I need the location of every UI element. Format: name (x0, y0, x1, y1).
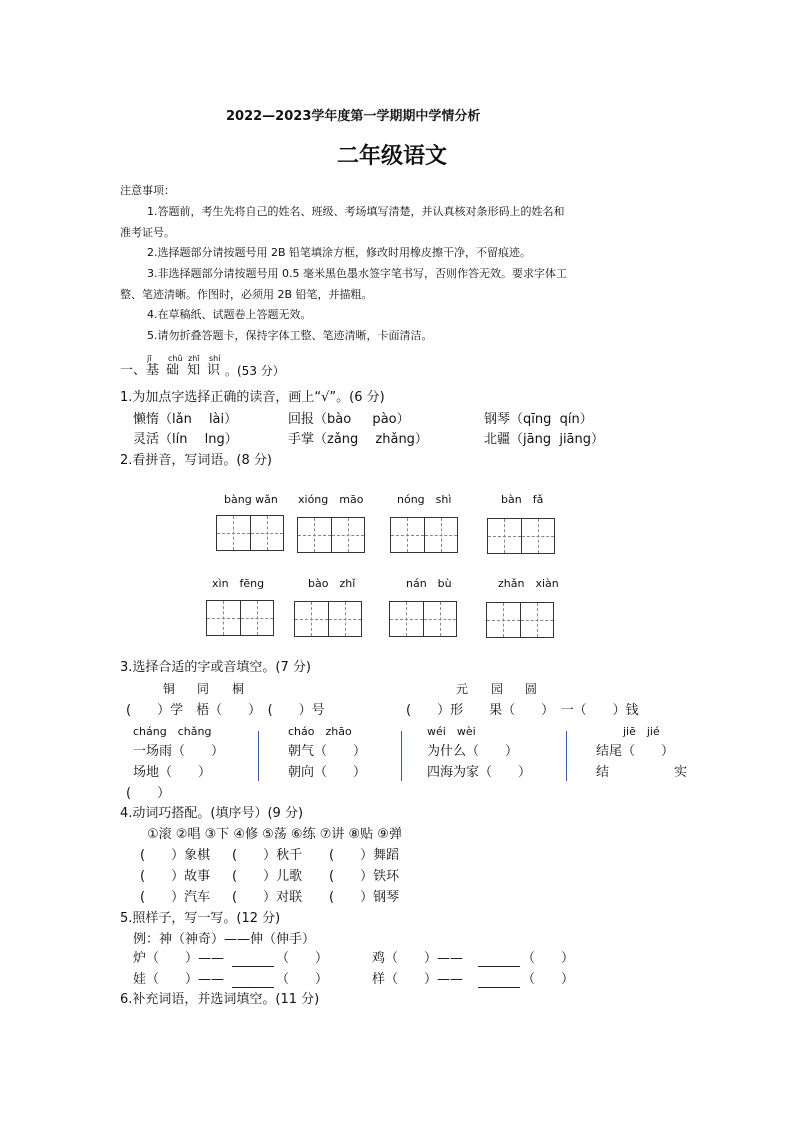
q3-fill-right: ( ）形 果（ ） 一（ ）钱 (406, 703, 639, 718)
notice-line-3: 3.非选择题部分请按题号用 0.5 毫米黑色墨水签字笔书写，否则作答无效。要求字体工 (147, 267, 567, 280)
section1-char-3: 知 (187, 363, 201, 378)
q5-r2-left: 娃（ ）—— (133, 972, 225, 987)
q2-pinyin-7: nán bù (406, 577, 452, 590)
pinyin-zhi: zhī (188, 354, 200, 363)
writing-grid-7[interactable] (389, 601, 457, 637)
q3-fill-left: ( ）学 梧（ ） ( ）号 (126, 703, 325, 718)
q5-r1-right-blank[interactable] (478, 966, 520, 967)
writing-grid-2[interactable] (297, 517, 365, 553)
q1-item-6: 北疆（jāng jiāng） (484, 432, 605, 447)
writing-grid-3[interactable] (390, 517, 458, 553)
q5-r1-left-end: （ ） (276, 951, 329, 966)
q5-example: 例：神（神奇）——伸（伸手） (133, 932, 316, 947)
section1-char-1: 基 (146, 363, 160, 378)
q5-r2-right-blank[interactable] (478, 987, 520, 988)
q2-pinyin-4: bàn fǎ (501, 493, 544, 506)
q3-choice-yuan2: 园 (491, 682, 504, 696)
q3-g3-item2: 四海为家（ ） (427, 765, 532, 780)
q3-group2-pinyin: cháo zhāo (288, 725, 352, 738)
q2-pinyin-1: bàng wǎn (224, 493, 278, 506)
q1-title: 1.为加点字选择正确的读音，画上“√”。(6 分) (120, 390, 385, 405)
notice-line-2: 2.选择题部分请按题号用 2B 铅笔填涂方框，修改时用橡皮擦干净，不留痕迹。 (147, 246, 532, 259)
notice-line-1b: 准考证号。 (120, 226, 175, 239)
q3-title: 3.选择合适的字或音填空。(7 分) (120, 660, 311, 675)
q4-title: 4.动词巧搭配。(填序号）(9 分) (120, 806, 304, 821)
q5-r2-left-blank[interactable] (232, 987, 274, 988)
q1-item-4: 灵活（lín lng） (133, 432, 238, 447)
q2-pinyin-6: bào zhǐ (308, 577, 356, 590)
q4-r3-c2: ( ）对联 (232, 890, 303, 905)
section1-char-4: 识 (207, 363, 221, 378)
pinyin-ji: jī (147, 354, 152, 363)
q3-group3-pinyin: wéi wèi (427, 725, 476, 738)
q3-choice-tong1: 铜 (163, 682, 176, 696)
q5-title: 5.照样子，写一写。(12 分) (120, 911, 281, 926)
q1-item-1: 懒惰（lǎn lài） (133, 412, 238, 427)
q4-r1-c1: ( ）象棋 (140, 848, 211, 863)
q3-g1-item1: 一场雨（ ） (133, 744, 225, 759)
q4-r2-c3: ( ）铁环 (329, 869, 400, 884)
writing-grid-8[interactable] (486, 602, 554, 638)
q2-pinyin-3: nóng shì (397, 493, 452, 506)
writing-grid-6[interactable] (294, 601, 362, 637)
q3-g2-item1: 朝气（ ） (288, 744, 367, 759)
pinyin-chu: chǔ (168, 354, 183, 363)
q1-item-5: 手掌（zǎng zhǎng） (288, 432, 428, 447)
q5-r2-right: 样（ ）—— (372, 972, 464, 987)
q3-choice-tong2: 同 (197, 682, 210, 696)
divider-3 (566, 731, 567, 781)
writing-grid-4[interactable] (487, 518, 555, 554)
writing-grid-1[interactable] (216, 515, 284, 551)
q4-r2-c2: ( ）儿歌 (232, 869, 303, 884)
notice-heading: 注意事项： (120, 184, 175, 197)
notice-line-5: 5.请勿折叠答题卡，保持字体工整、笔迹清晰，卡面清洁。 (147, 329, 433, 342)
writing-grid-5[interactable] (206, 600, 274, 636)
q4-r3-c3: ( ）钢琴 (329, 890, 400, 905)
exam-title: 2022—2023学年度第一学期期中学情分析 (226, 109, 481, 124)
q3-g3-item1: 为什么（ ） (427, 744, 519, 759)
q6-title: 6.补充词语，并选词填空。(11 分) (120, 992, 320, 1007)
q3-group4-pinyin: jiē jié (623, 725, 660, 738)
q3-group1-pinyin: cháng chǎng (133, 725, 212, 738)
q3-g1-item2: 场地（ ） (133, 765, 212, 780)
q4-options: ①滚 ②唱 ③下 ④修 ⑤荡 ⑥练 ⑦讲 ⑧贴 ⑨弹 (147, 827, 402, 842)
q5-r1-left: 炉（ ）—— (133, 951, 225, 966)
q4-r1-c2: ( ）秋千 (232, 848, 303, 863)
q5-r1-right-end: （ ） (522, 951, 575, 966)
q2-pinyin-2: xióng māo (298, 493, 364, 506)
section1-char-2: 础 (166, 363, 180, 378)
q4-r1-c3: ( ）舞蹈 (329, 848, 400, 863)
q3-choice-yuan3: 圆 (525, 682, 538, 696)
q5-r2-left-end: （ ） (276, 972, 329, 987)
section1-score: 。(53 分） (225, 364, 285, 378)
q3-g2-item2: 朝向（ ） (288, 765, 367, 780)
q5-r2-right-end: （ ） (522, 972, 575, 987)
q1-item-3: 钢琴（qīng qín） (484, 412, 593, 427)
q2-title: 2.看拼音，写词语。(8 分) (120, 453, 272, 468)
divider-2 (401, 731, 402, 781)
q3-choice-yuan1: 元 (456, 682, 469, 696)
pinyin-shi: shí (209, 354, 221, 363)
notice-line-1: 1.答题前，考生先将自己的姓名、班级、考场填写清楚，并认真核对条形码上的姓名和 (147, 205, 565, 218)
q3-g4-item1: 结尾（ ） (596, 744, 675, 759)
q3-g4-item2: 结 实 (596, 765, 688, 780)
q4-r2-c1: ( ）故事 (140, 869, 211, 884)
q4-r3-c1: ( ）汽车 (140, 890, 211, 905)
q2-pinyin-5: xìn fēng (212, 577, 265, 590)
q3-tail: ( ） (126, 786, 171, 801)
divider-1 (258, 731, 259, 781)
q5-r1-left-blank[interactable] (232, 966, 274, 967)
q1-item-2: 回报（bào pào） (288, 412, 410, 427)
notice-line-3b: 整、笔迹清晰。作图时，必须用 2B 铅笔，并描粗。 (120, 288, 373, 301)
q3-choice-tong3: 桐 (232, 682, 245, 696)
section1-prefix: 一、 (120, 363, 147, 378)
q5-r1-right: 鸡（ ）—— (372, 951, 464, 966)
q2-pinyin-8: zhǎn xiàn (498, 577, 559, 590)
notice-line-4: 4.在草稿纸、试题卷上答题无效。 (147, 308, 312, 321)
exam-subtitle: 二年级语文 (337, 144, 448, 169)
